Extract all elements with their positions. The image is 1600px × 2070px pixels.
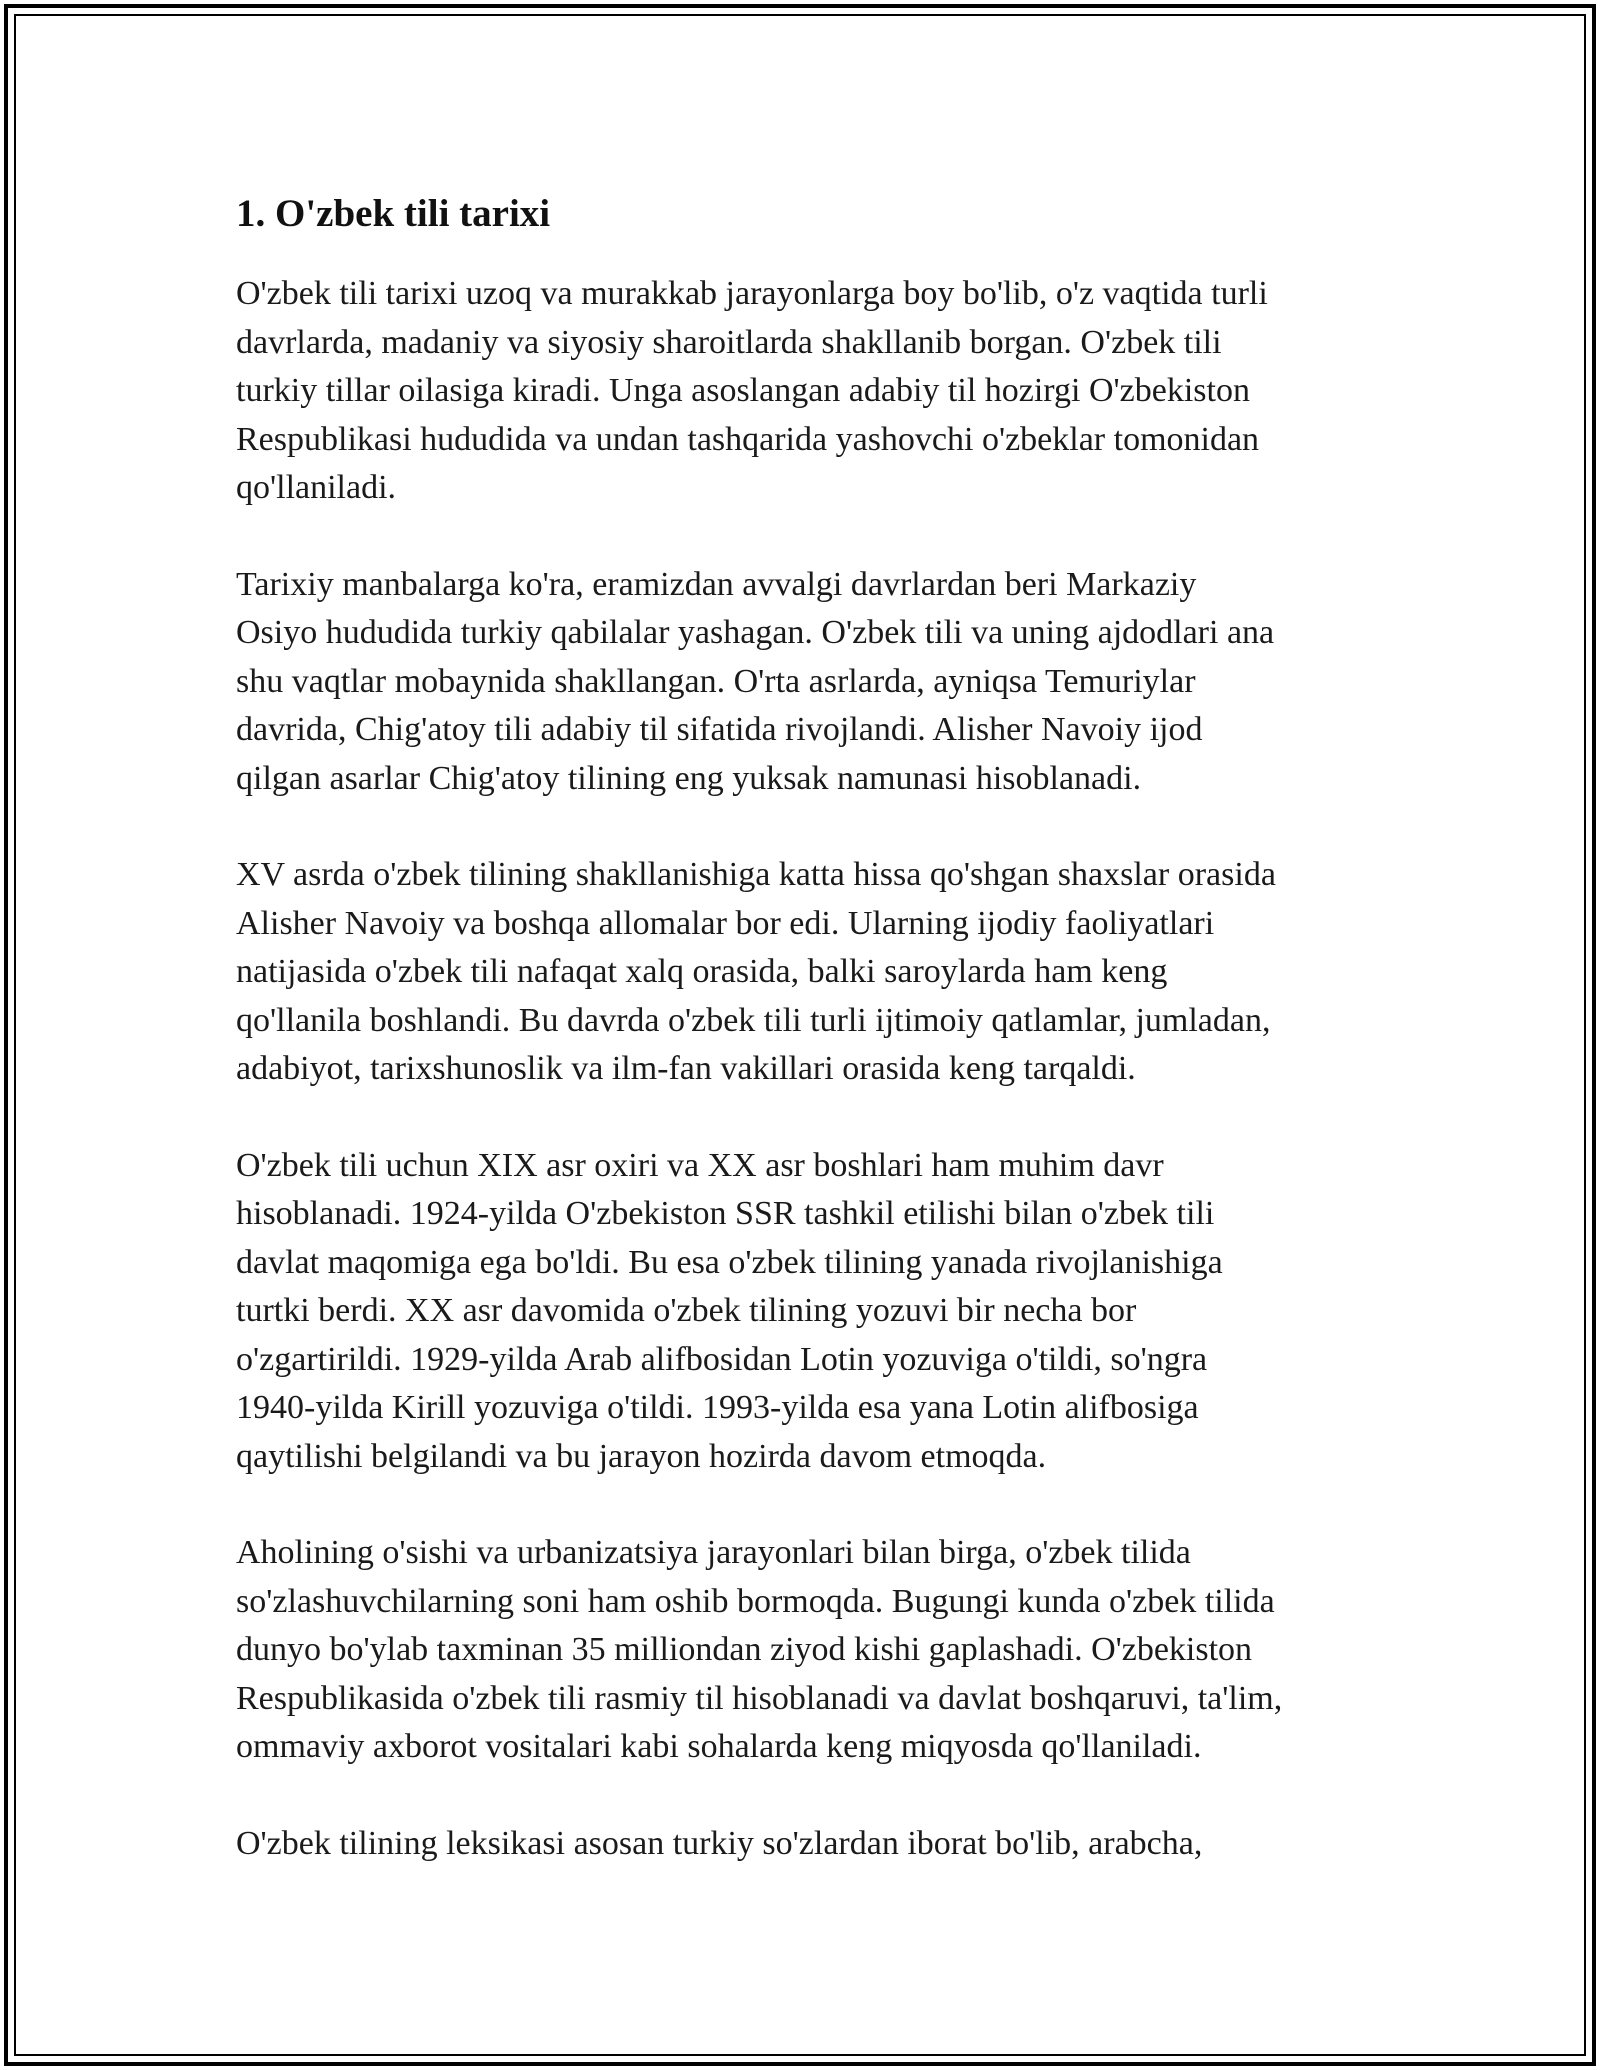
text-line: Aholining o'sishi va urbanizatsiya jarayonlari bilan birga, o'zbek tilida [236, 1534, 1191, 1571]
paragraph-list [236, 270, 1386, 1868]
text-line: O'zbek tili uchun XIX asr oxiri va XX asr boshlari ham muhim davr [236, 1146, 1164, 1184]
paragraph-3 [236, 851, 1386, 1094]
paragraph-4 [236, 1142, 1386, 1482]
paragraph-1 [236, 270, 1386, 513]
text-line: turkiy tillar oilasiga kiradi. Unga asoslangan adabiy til hozirgi O'zbekiston [236, 372, 1250, 409]
text-line: Respublikasida o'zbek tili rasmiy til hisoblanadi va davlat boshqaruvi, ta'lim, [236, 1679, 1283, 1717]
text-line: O'zbek tili tarixi uzoq va murakkab jarayonlarga boy bo'lib, o'z vaqtida turli [236, 275, 1268, 312]
text-line: davlat maqomiga ega bo'ldi. Bu esa o'zbek tilining yanada rivojlanishiga [236, 1243, 1223, 1281]
text-line: qo'llanila boshlandi. Bu davrda o'zbek tili turli ijtimoiy qatlamlar, jumladan, [236, 1001, 1271, 1039]
text-line: XV asrda o'zbek tilining shakllanishiga katta hissa qo'shgan shaxslar orasida [236, 856, 1276, 893]
text-line: ommaviy axborot vositalari kabi sohalarda keng miqyosda qo'llaniladi. [236, 1728, 1202, 1765]
text-line: Alisher Navoiy va boshqa allomalar bor edi. Ularning ijodiy faoliyatlari [236, 904, 1215, 942]
paragraph-2 [236, 561, 1386, 804]
text-line: qo'llaniladi. [236, 469, 397, 506]
section-heading: 1. O'zbek tili tarixi [236, 192, 551, 235]
text-line: davrida, Chig'atoy tili adabiy til sifatida rivojlandi. Alisher Navoiy ijod [236, 711, 1203, 748]
text-line: Respublikasi hududida va undan tashqarida yashovchi o'zbeklar tomonidan [236, 420, 1260, 458]
text-line: qaytilishi belgilandi va bu jarayon hozirda davom etmoqda. [236, 1437, 1047, 1475]
text-line: shu vaqtlar mobaynida shakllangan. O'rta asrlarda, ayniqsa Temuriylar [236, 662, 1196, 700]
text-line: adabiyot, tarixshunoslik va ilm-fan vakillari orasida keng tarqaldi. [236, 1050, 1136, 1087]
document-body [236, 188, 1386, 1916]
text-line: turtki berdi. XX asr davomida o'zbek tilining yozuvi bir necha bor [236, 1292, 1137, 1329]
text-line: natijasida o'zbek tili nafaqat xalq orasida, balki saroylarda ham keng [236, 953, 1168, 990]
text-line: O'zbek tilining leksikasi asosan turkiy so'zlardan iborat bo'lib, arabcha, [236, 1824, 1203, 1862]
text-line: hisoblanadi. 1924-yilda O'zbekiston SSR tashkil etilishi bilan o'zbek tili [236, 1195, 1215, 1232]
paragraph-6 [236, 1820, 1386, 1869]
text-line: dunyo bo'ylab taxminan 35 milliondan ziyod kishi gaplashadi. O'zbekiston [236, 1631, 1253, 1668]
text-line: 1940-yilda Kirill yozuviga o'tildi. 1993-yilda esa yana Lotin alifbosiga [236, 1389, 1199, 1426]
text-line: o'zgartirildi. 1929-yilda Arab alifbosidan Lotin yozuviga o'tildi, so'ngra [236, 1340, 1208, 1378]
paragraph-5 [236, 1529, 1386, 1772]
text-line: qilgan asarlar Chig'atoy tilining eng yuksak namunasi hisoblanadi. [236, 759, 1142, 797]
text-line: Osiyo hududida turkiy qabilalar yashagan. O'zbek tili va uning ajdodlari ana [236, 614, 1275, 651]
text-line: Tarixiy manbalarga ko'ra, eramizdan avvalgi davrlardan beri Markaziy [236, 565, 1197, 603]
text-line: davrlarda, madaniy va siyosiy sharoitlarda shakllanib borgan. O'zbek tili [236, 323, 1222, 361]
text-line: so'zlashuvchilarning soni ham oshib bormoqda. Bugungi kunda o'zbek tilida [236, 1582, 1275, 1620]
